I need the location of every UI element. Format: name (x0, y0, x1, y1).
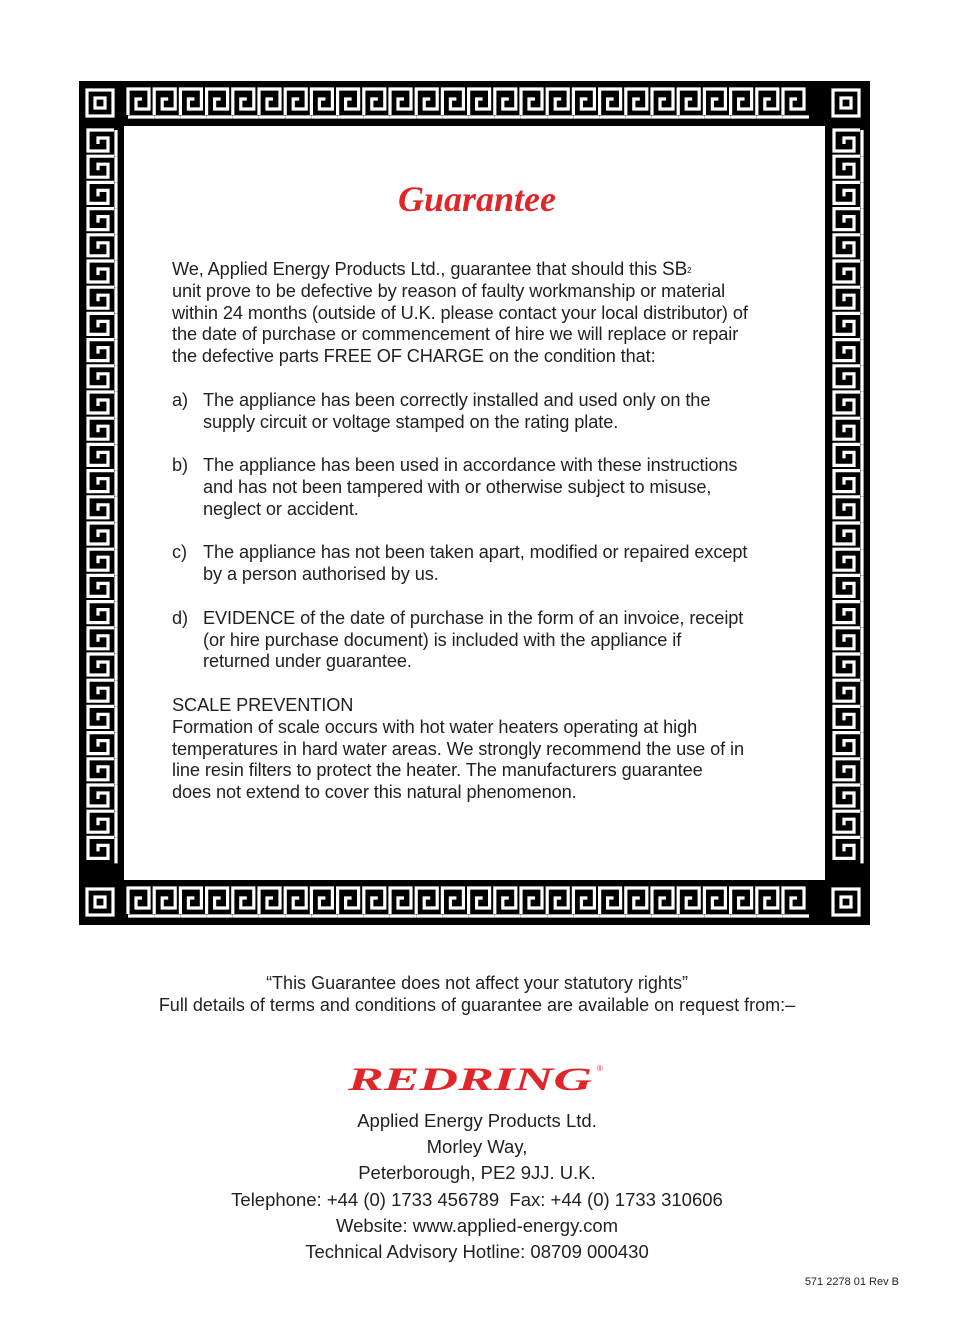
intro-line-3: within 24 months (outside of U.K. please contact your local distributor) of (172, 302, 748, 323)
guarantee-footer (0, 972, 954, 1016)
address-city: Peterborough, PE2 9JJ. U.K. (358, 1162, 596, 1184)
condition-c (172, 542, 792, 586)
condition-b (172, 455, 792, 520)
condition-label: a) (172, 389, 188, 410)
intro-line-1: We, Applied Energy Products Ltd., guarantee that should this $SB^2$ (172, 259, 692, 280)
terms-availability-note: Full details of terms and conditions of guarantee are available on request from:– (158, 995, 796, 1015)
technical-hotline: Technical Advisory Hotline: 08709 000430 (305, 1241, 649, 1263)
guarantee-text (172, 259, 792, 804)
condition-line: (or hire purchase document) is included with the appliance if (203, 629, 682, 650)
condition-line: and has not been tampered with or otherwise subject to misuse, (203, 476, 712, 497)
page-title: Guarantee (397, 179, 556, 219)
phone-fax: Telephone: +44 (0) 1733 456789 Fax: +44 (0) 1733 310606 (231, 1188, 723, 1210)
condition-line: The appliance has been used in accordance with these instructions (203, 455, 738, 476)
scale-line: line resin filters to protect the heater. The manufacturers guarantee (172, 760, 703, 781)
redring-logo (346, 1062, 608, 1094)
registered-mark: ® (597, 1064, 603, 1073)
intro-line-2: unit prove to be defective by reason of faulty workmanship or material (172, 280, 726, 301)
company-name: Applied Energy Products Ltd. (357, 1110, 597, 1131)
condition-line: The appliance has not been taken apart, modified or repaired except (203, 542, 748, 563)
scale-line: Formation of scale occurs with hot water heaters operating at high (172, 716, 698, 737)
scale-line: temperatures in hard water areas. We strongly recommend the use of in (172, 738, 745, 759)
condition-label: c) (172, 542, 187, 563)
condition-line: by a person authorised by us. (203, 564, 439, 585)
condition-label: b) (172, 455, 188, 476)
intro-line-5: the defective parts FREE OF CHARGE on the condition that: (172, 346, 656, 367)
condition-line: supply circuit or voltage stamped on the rating plate. (203, 411, 619, 432)
condition-line: The appliance has been correctly installed and used only on the (203, 389, 711, 410)
intro-line-4: the date of purchase or commencement of hire we will replace or repair (172, 324, 739, 345)
logo-wordmark: REDRING (346, 1062, 593, 1094)
condition-line: EVIDENCE of the date of purchase in the form of an invoice, receipt (203, 607, 744, 628)
scale-line: does not extend to cover this natural phenomenon. (172, 782, 577, 803)
company-address (0, 1108, 954, 1265)
document-reference: 571 2278 01 Rev B (804, 1276, 899, 1288)
scale-heading: SCALE PREVENTION (172, 694, 354, 715)
condition-a (172, 390, 792, 434)
address-street: Morley Way, (426, 1136, 528, 1158)
condition-label: d) (172, 607, 188, 628)
model-name: SB (662, 259, 688, 280)
statutory-rights-note: “This Guarantee does not affect your statutory rights” (266, 973, 688, 993)
website: Website: www.applied-energy.com (335, 1214, 619, 1236)
condition-line: neglect or accident. (203, 498, 359, 519)
condition-line: returned under guarantee. (203, 651, 412, 672)
condition-d (172, 608, 792, 673)
model-superscript: 2 (687, 266, 692, 275)
